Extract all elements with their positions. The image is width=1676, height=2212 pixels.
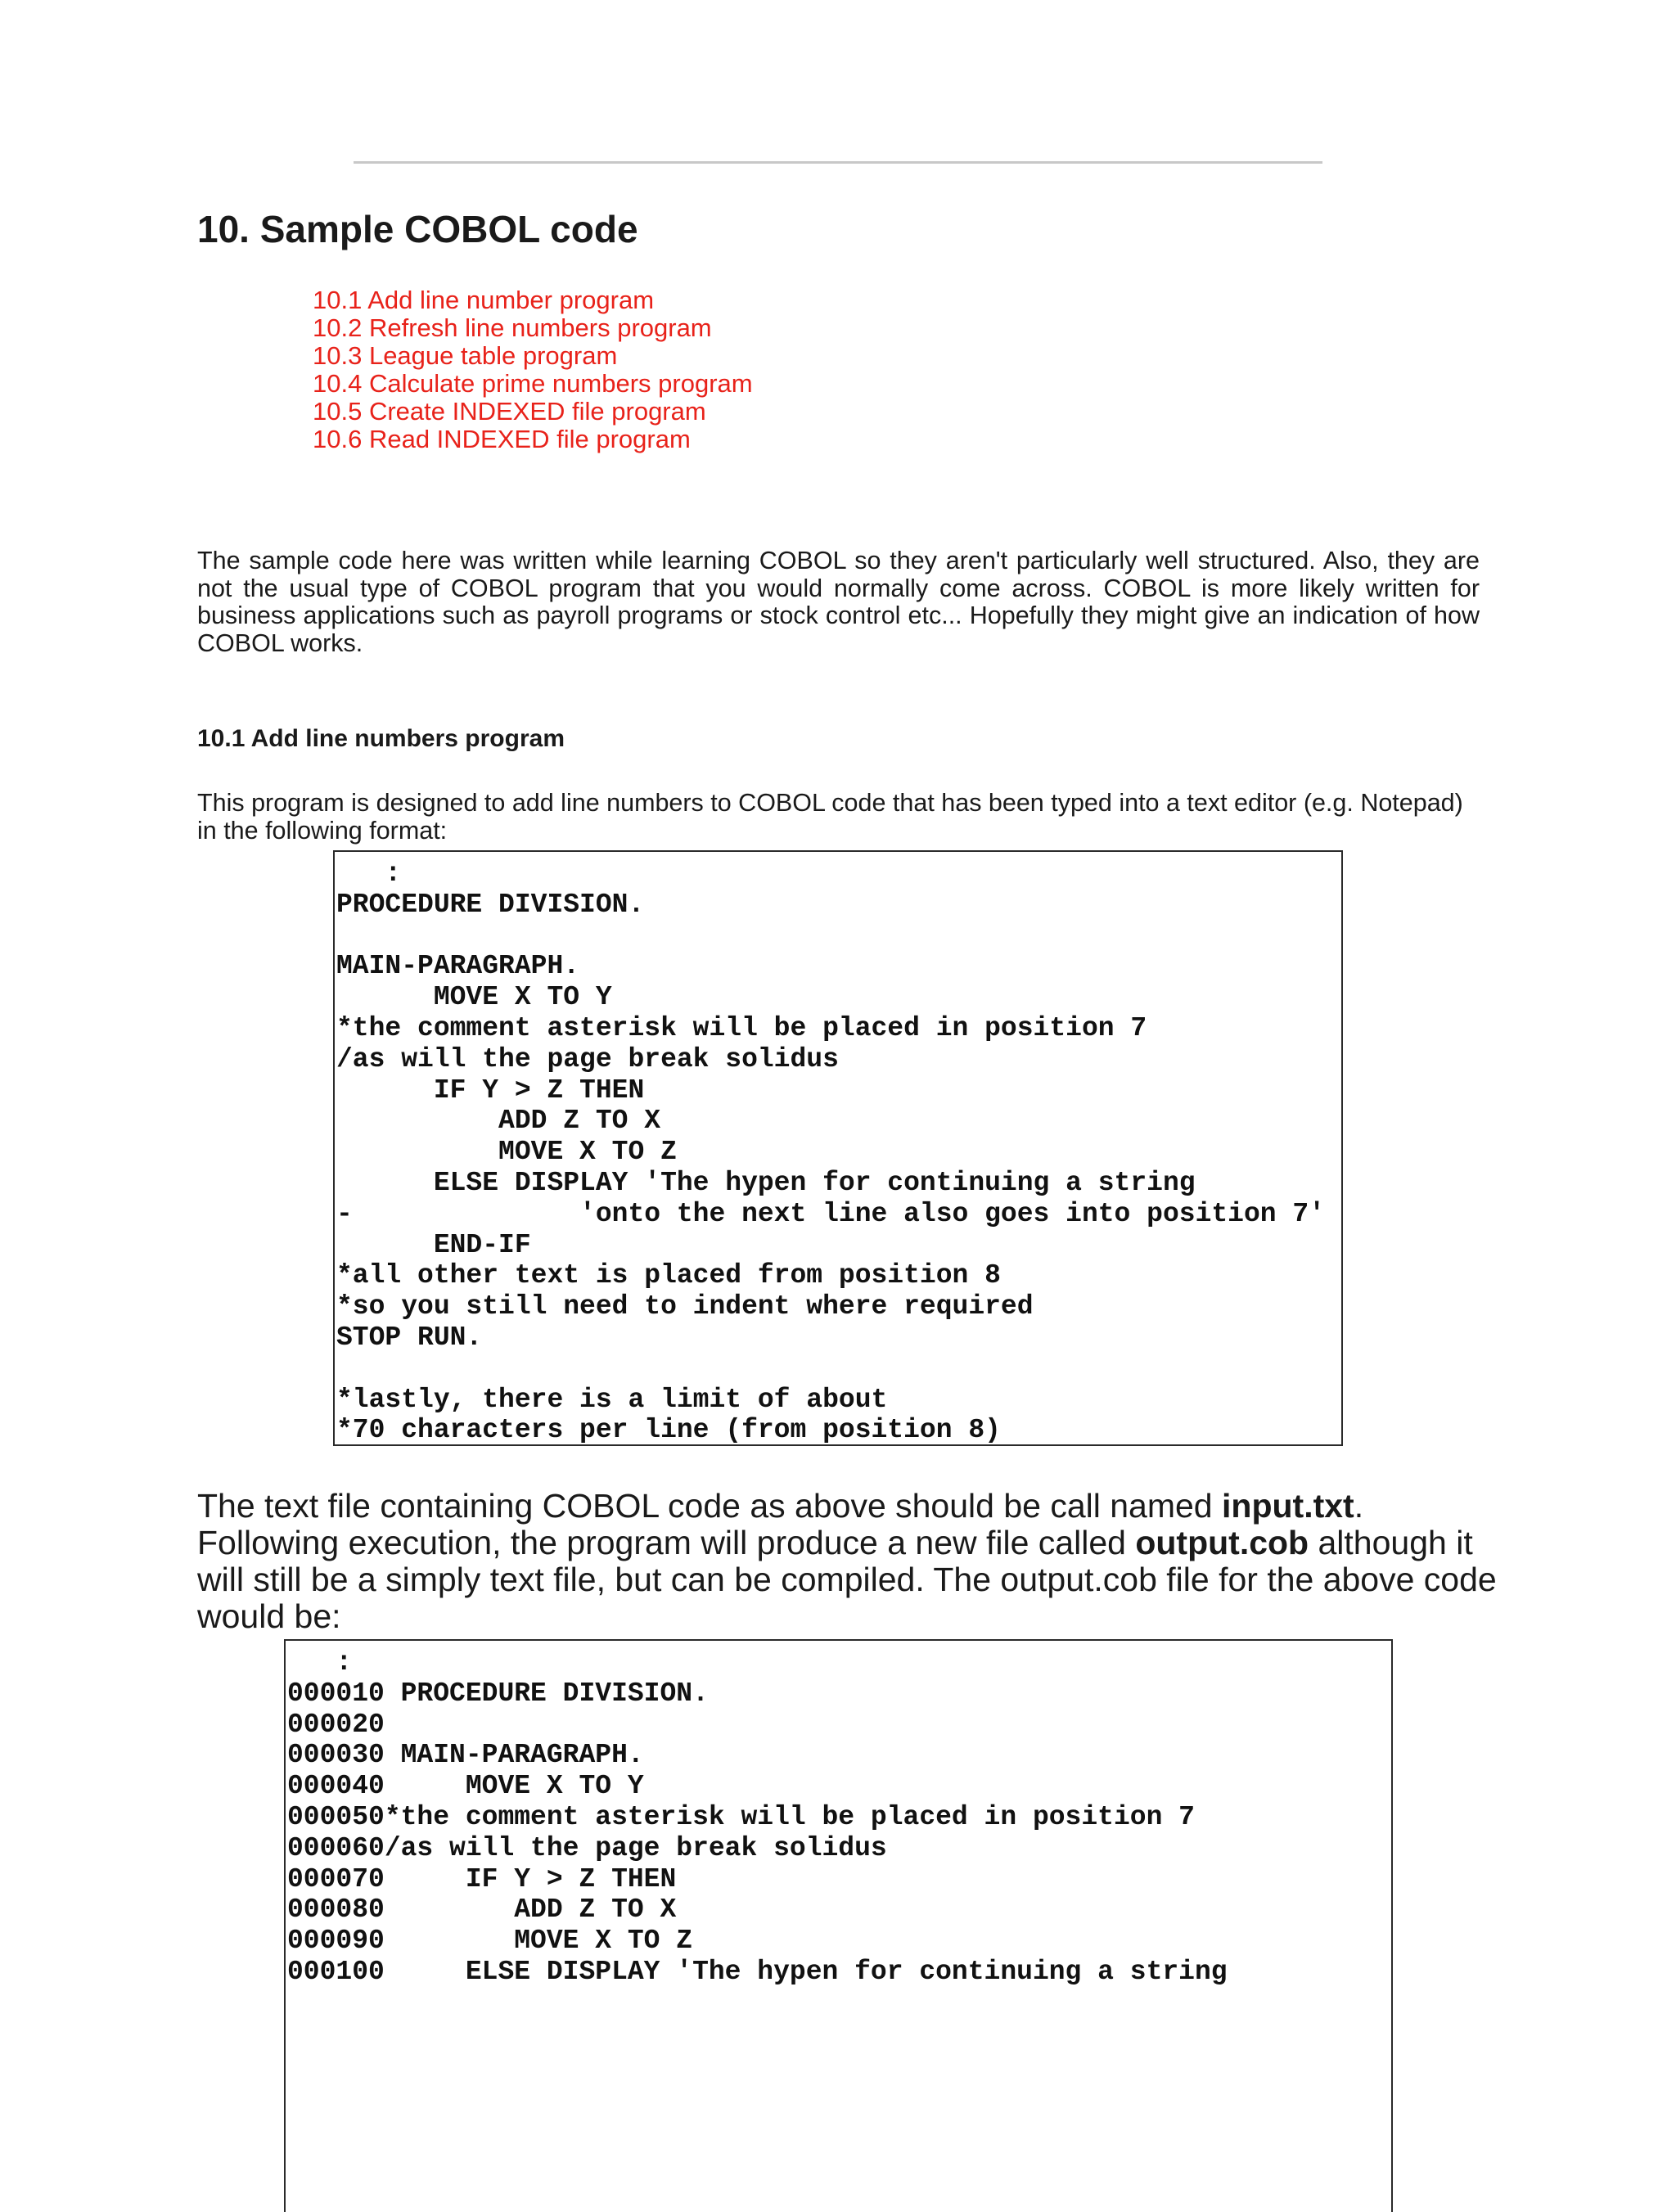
toc-item-10-4[interactable] xyxy=(313,370,753,398)
table-of-contents xyxy=(313,286,753,453)
explanation-text: although it xyxy=(1309,1524,1473,1561)
toc-link[interactable]: 10.6 Read INDEXED file program xyxy=(313,425,691,453)
toc-item-10-6[interactable] xyxy=(313,426,753,453)
toc-item-10-1[interactable] xyxy=(313,286,753,314)
toc-link[interactable]: 10.5 Create INDEXED file program xyxy=(313,397,706,426)
explanation-line-4: would be: xyxy=(197,1597,341,1635)
input-filename: input.txt xyxy=(1222,1487,1354,1525)
output-filename: output.cob xyxy=(1135,1524,1309,1561)
toc-link[interactable]: 10.1 Add line number program xyxy=(313,286,655,314)
input-code-block xyxy=(333,850,1343,1446)
explanation-line-3: will still be a simply text file, but can be compiled. The output.cob file for the above code xyxy=(197,1561,1497,1598)
output-code-text: : 000010 PROCEDURE DIVISION. 000020 000030 MAIN-PARAGRAPH. 000040 MOVE X TO Y 000050*the comment asterisk will be placed in position 7 000060/as will the page break solidus 000070 IF Y > Z THEN 000080 ADD Z TO X 000090 MOVE X TO Z 000100 ELSE DISPLAY 'The hypen for continuing a string xyxy=(287,1647,1228,1987)
output-code-block xyxy=(284,1639,1393,2212)
page-title: 10. Sample COBOL code xyxy=(197,208,638,250)
intro-paragraph: The sample code here was written while learning COBOL so they aren't particularly well structured. Also, they are not the usual type of COBOL program that you would normally come across. COBOL is more likely written for business applications such as payroll programs or stock control etc... Hopefully they might give an indication of how COBOL works. xyxy=(197,547,1480,657)
explanation-line-1 xyxy=(197,1488,1507,1525)
toc-link[interactable]: 10.3 League table program xyxy=(313,341,618,370)
explanation-text: . xyxy=(1354,1487,1364,1525)
input-code-text: : PROCEDURE DIVISION. MAIN-PARAGRAPH. MOVE X TO Y *the comment asterisk will be placed in position 7 /as will the page break solidus IF Y > Z THEN ADD Z TO X MOVE X TO Z ELSE DISPLAY 'The hypen for continuing a string - 'onto the next line also goes into position 7' END-IF *all other text is placed from position 8 *so you still need to indent where required STOP RUN. *lastly, there is a limit of about *70 characters per line (from position 8) xyxy=(336,858,1325,1446)
toc-item-10-2[interactable] xyxy=(313,314,753,342)
top-divider xyxy=(354,161,1322,164)
toc-link[interactable]: 10.4 Calculate prime numbers program xyxy=(313,369,753,398)
toc-link[interactable]: 10.2 Refresh line numbers program xyxy=(313,313,712,342)
toc-item-10-3[interactable] xyxy=(313,342,753,370)
explanation-line-2 xyxy=(197,1525,1507,1561)
program-description: This program is designed to add line numbers to COBOL code that has been typed into a text editor (e.g. Notepad) in the following format: xyxy=(197,789,1463,845)
explanation-text: The text file containing COBOL code as above should be call named xyxy=(197,1487,1223,1525)
toc-item-10-5[interactable] xyxy=(313,398,753,426)
explanation-text: Following execution, the program will produce a new file called xyxy=(197,1524,1136,1561)
section-heading-10-1: 10.1 Add line numbers program xyxy=(197,725,565,752)
explanation-paragraph xyxy=(197,1488,1507,1635)
